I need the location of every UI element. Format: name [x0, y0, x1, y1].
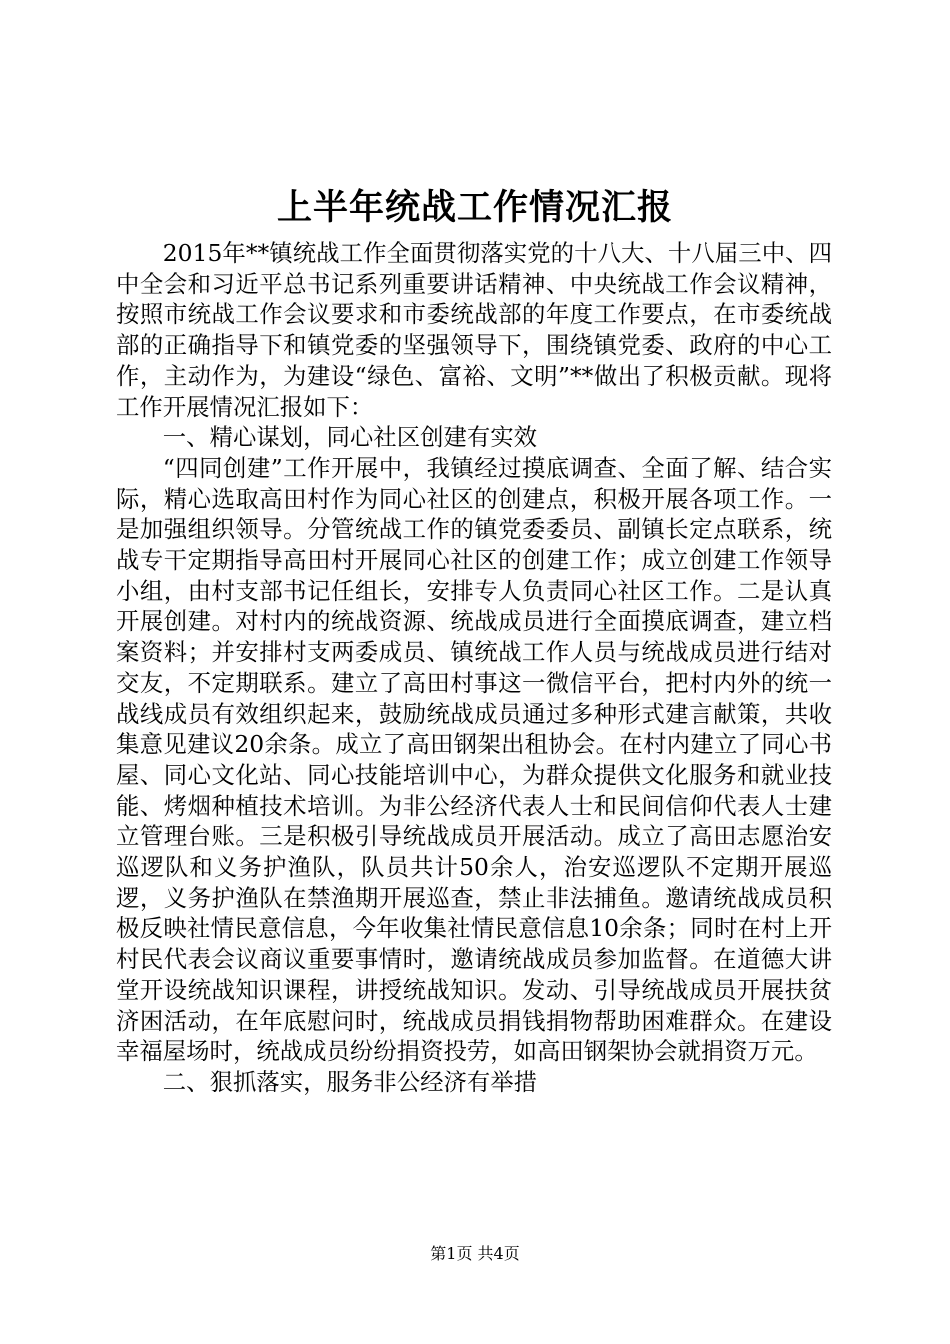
intro-paragraph: 2015年**镇统战工作全面贯彻落实党的十八大、十八届三中、四中全会和习近平总书记系列重要讲话精神、中央统战工作会议精神，按照市统战工作会议要求和市委统战部的年度工作要点，在市委统战部的正确指导下和镇党委的坚强领导下，围绕镇党委、政府的中心工作，主动作为，为建设“绿色、富裕、文明”**做出了积极贡献。现将工作开展情况汇报如下： — [116, 239, 832, 421]
page-number-footer: 第1页 共4页 — [430, 1244, 520, 1263]
section-heading-1: 一、精心谋划，同心社区创建有实效 — [162, 423, 538, 452]
document-body — [116, 238, 832, 1098]
section-heading-2: 二、狠抓落实，服务非公经济有举措 — [162, 1067, 538, 1096]
section-1-paragraph: “四同创建”工作开展中，我镇经过摸底调查、全面了解、结合实际，精心选取高田村作为同心社区的创建点，积极开展各项工作。一是加强组织领导。分管统战工作的镇党委委员、副镇长定点联系，统战专干定期指导高田村开展同心社区的创建工作；成立创建工作领导小组，由村支部书记任组长，安排专人负责同心社区工作。二是认真开展创建。对村内的统战资源、统战成员进行全面摸底调查，建立档案资料；并安排村支两委成员、镇统战工作人员与统战成员进行结对交友，不定期联系。建立了高田村事这一微信平台，把村内外的统一战线成员有效组织起来，鼓励统战成员通过多种形式建言献策，共收集意见建议20余条。成立了高田钢架出租协会。在村内建立了同心书屋、同心文化站、同心技能培训中心，为群众提供文化服务和就业技能、烤烟种植技术培训。为非公经济代表人士和民间信仰代表人士建立管理台账。三是积极引导统战成员开展活动。成立了高田志愿治安巡逻队和义务护渔队，队员共计50余人，治安巡逻队不定期开展巡逻，义务护渔队在禁渔期开展巡查，禁止非法捕鱼。邀请统战成员积极反映社情民意信息，今年收集社情民意信息10余条；同时在村上开村民代表会议商议重要事情时，邀请统战成员参加监督。在道德大讲堂开设统战知识课程，讲授统战知识。发动、引导统战成员开展扶贫济困活动，在年底慰问时，统战成员捐钱捐物帮助困难群众。在建设幸福屋场时，统战成员纷纷捐资投劳，如高田钢架协会就捐资万元。 — [116, 453, 832, 1066]
document-title: 上半年统战工作情况汇报 — [276, 187, 673, 228]
